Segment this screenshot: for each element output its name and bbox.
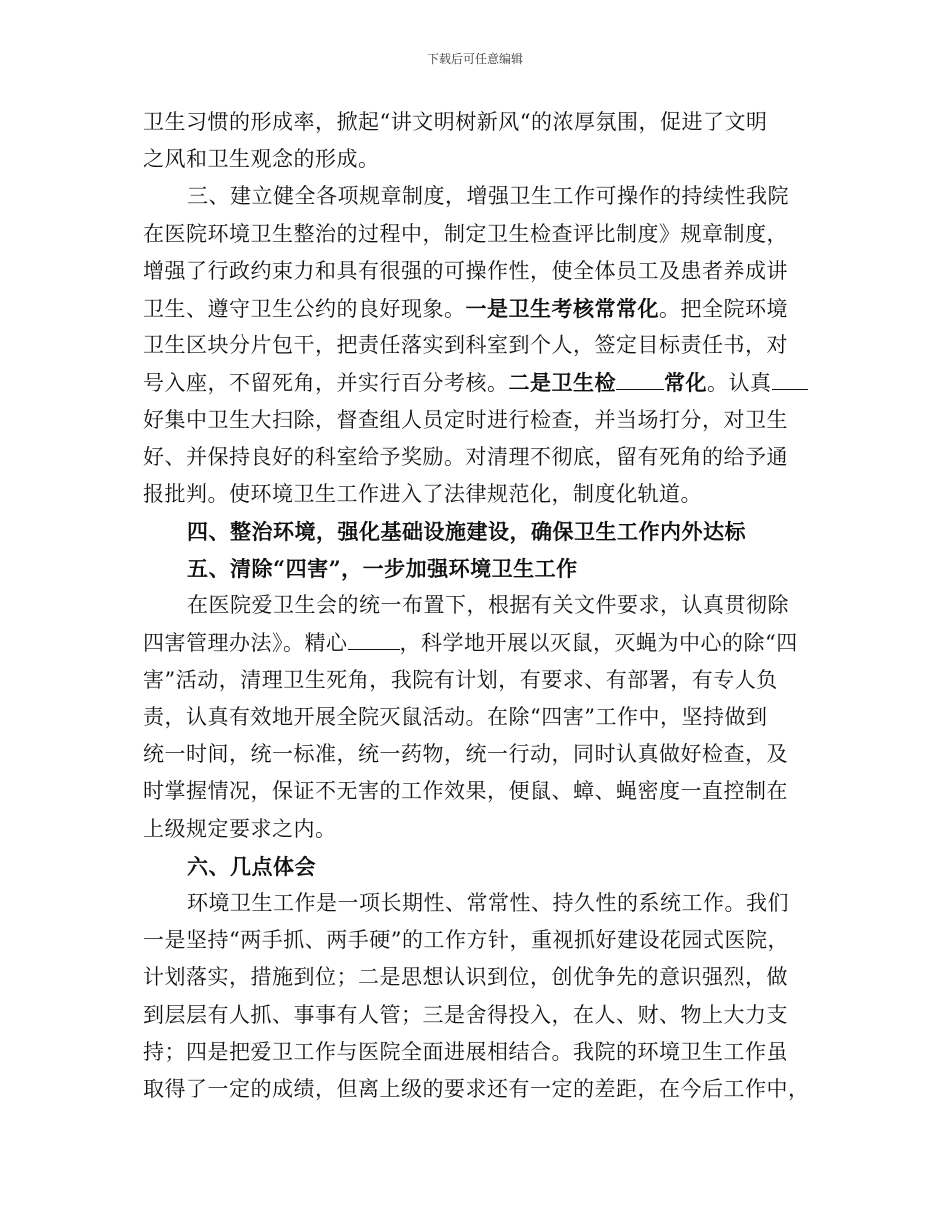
section-heading	[143, 513, 810, 550]
text-line	[143, 699, 810, 736]
text-line	[143, 364, 810, 401]
text-segment: 好集中卫生大扫除，督查组人员定时进行检查，并当场打分，对卫生	[143, 407, 788, 432]
text-segment: 一是坚持“两手抓、两手硬”的工作方针，重视抓好建设花园式医院，	[143, 928, 789, 953]
text-line	[143, 1034, 810, 1071]
text-segment: 统一时间，统一标准，统一药物，统一行动，同时认真做好检查，及	[143, 742, 788, 767]
text-segment: 好、并保持良好的科室给予奖励。对清理不彻底，留有死角的给予通	[143, 444, 788, 469]
fill-in-blank	[348, 627, 400, 650]
text-segment: 卫生、遵守卫生公约的良好现象。	[143, 296, 466, 321]
text-segment: 六、几点体会	[187, 853, 316, 879]
text-line	[143, 811, 810, 848]
text-line	[143, 104, 810, 141]
text-segment: 卫生习惯的形成率，掀起“讲文明树新风“的浓厚氛围，促进了文明	[143, 110, 768, 134]
text-segment: 五、清除“四害”，一步加强环境卫生工作	[187, 556, 578, 582]
bold-text: 二是卫生检	[508, 370, 616, 396]
text-line	[143, 402, 810, 439]
text-line	[143, 216, 810, 253]
text-line	[143, 439, 810, 476]
text-line	[143, 178, 810, 215]
text-segment: 卫生区块分片包干，把责任落实到科室到个人，签定目标责任书，对	[143, 333, 788, 358]
text-segment: 增强了行政约束力和具有很强的可操作性，使全体员工及患者养成讲	[143, 258, 788, 283]
text-segment: 持；四是把爱卫工作与医院全面进展相结合。我院的环境卫生工作虽	[143, 1039, 788, 1064]
text-segment: ，科学地开展以灭鼠，灭蝇为中心的除“四	[399, 630, 798, 655]
text-segment: 之风和卫生观念的形成。	[143, 147, 380, 172]
text-line	[143, 625, 810, 662]
text-segment: 。认真	[707, 371, 772, 396]
fill-in-blank	[772, 367, 808, 390]
text-line	[143, 959, 810, 996]
fill-in-blank	[616, 367, 664, 390]
text-segment: 时掌握情况，保证不无害的工作效果，便鼠、蟑、蝇密度一直控制在	[143, 779, 788, 804]
section-heading	[143, 848, 810, 885]
text-line	[143, 736, 810, 773]
bold-text: 一是卫生考核常常化	[465, 295, 659, 321]
text-segment: 计划落实，措施到位；二是思想认识到位，创优争先的意识强烈，做	[143, 965, 788, 990]
text-line	[143, 327, 810, 364]
text-segment: 三、建立健全各项规章制度，增强卫生工作可操作的持续性我院	[187, 184, 789, 209]
text-line	[143, 476, 810, 513]
text-line	[143, 773, 810, 810]
text-segment: 号入座，不留死角，并实行百分考核。	[143, 371, 509, 396]
page-header: 下载后可任意编辑	[426, 52, 523, 66]
text-line	[143, 662, 810, 699]
text-line	[143, 141, 810, 178]
document-body	[143, 104, 810, 1108]
text-segment: 到层层有人抓、事事有人管；三是舍得投入，在人、财、物上大力支	[143, 1002, 788, 1027]
text-segment: 报批判。使环境卫生工作进入了法律规范化，制度化轨道。	[143, 481, 702, 506]
text-segment: 。把全院环境	[659, 296, 788, 321]
text-segment: 在医院爱卫生会的统一布置下，根据有关文件要求，认真贯彻除	[187, 593, 789, 618]
text-segment: 四、整治环境，强化基础设施建设，确保卫生工作内外达标	[187, 519, 746, 545]
text-line	[143, 290, 810, 327]
text-line	[143, 885, 810, 922]
text-segment: 在医院环境卫生整治的过程中，制定卫生检查评比制度》规章制度，	[143, 221, 788, 246]
section-heading	[143, 550, 810, 587]
text-line	[143, 997, 810, 1034]
text-line	[143, 587, 810, 624]
text-segment: 害”活动，清理卫生死角，我院有计划，有要求、有部署，有专人负	[143, 667, 778, 692]
text-line	[143, 1071, 810, 1108]
bold-text: 常化	[664, 370, 707, 396]
text-line	[143, 922, 810, 959]
text-segment: 四害管理办法》。精心	[143, 630, 348, 655]
text-segment: 责，认真有效地开展全院灭鼠活动。在除“四害”工作中，坚持做到	[143, 705, 768, 729]
text-segment: 取得了一定的成绩，但离上级的要求还有一定的差距，在今后工作中，	[143, 1076, 810, 1101]
text-line	[143, 253, 810, 290]
text-segment: 上级规定要求之内。	[143, 816, 337, 841]
text-segment: 环境卫生工作是一项长期性、常常性、持久性的系统工作。我们	[187, 890, 789, 915]
